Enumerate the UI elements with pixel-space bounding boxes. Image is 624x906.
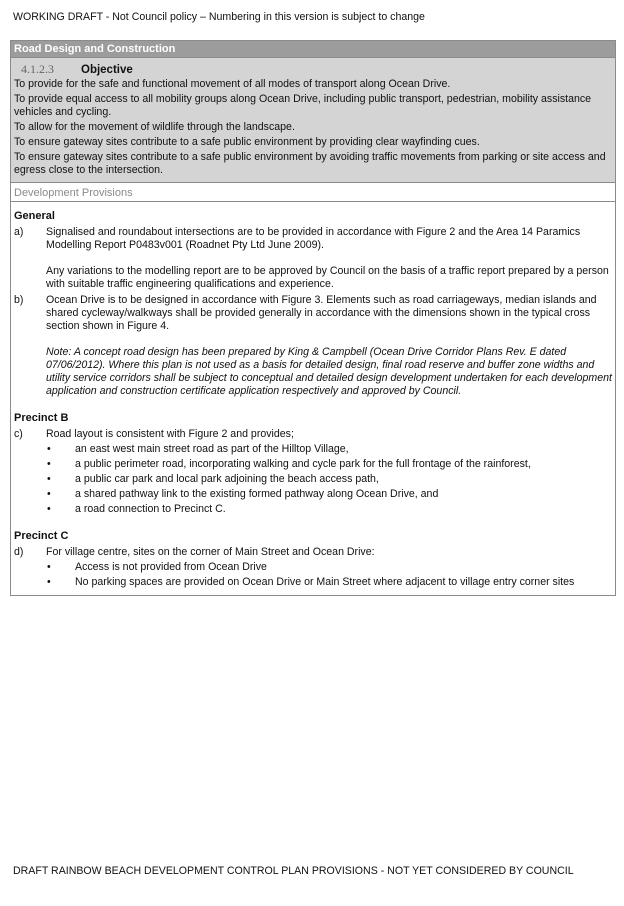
objective-item: To ensure gateway sites contribute to a safe public environment by avoiding traffic movements from parking or site access and egress close to the intersection. xyxy=(14,151,606,176)
page-header: WORKING DRAFT - Not Council policy – Numbering in this version is subject to change xyxy=(13,11,425,23)
bullet-icon: • xyxy=(47,473,51,485)
objective-heading xyxy=(14,60,612,78)
provision-c xyxy=(14,428,612,516)
provision-a xyxy=(14,226,612,291)
provision-text: Any variations to the modelling report are to be approved by Council on the basis of a traffic report prepared by a person with suitable traffic engineering qualifications and experience. xyxy=(46,265,609,290)
objective-number: 4.1.2.3 xyxy=(21,62,54,76)
provision-text: Road layout is consistent with Figure 2 and provides; xyxy=(46,428,294,440)
section-title: Road Design and Construction xyxy=(11,41,615,58)
provision-text: For village centre, sites on the corner of Main Street and Ocean Drive: xyxy=(46,546,375,558)
bullet-list xyxy=(46,443,531,516)
list-item: • a public perimeter road, incorporating walking and cycle park for the full frontage of the rainforest, xyxy=(47,458,531,470)
bullet-icon: • xyxy=(47,576,51,588)
provisions-title: Development Provisions xyxy=(11,185,615,202)
provision-text: Ocean Drive is to be designed in accordance with Figure 3. Elements such as road carriageways, median islands and shared cycleway/walkways shall be provided generally in accordance with the dimensions shown in the typical cross section shown in Figure 4. xyxy=(46,294,597,332)
list-item: • a road connection to Precinct C. xyxy=(47,503,226,515)
provision-marker: d) xyxy=(14,546,24,558)
provision-b xyxy=(14,294,612,398)
provision-marker: c) xyxy=(14,428,23,440)
precinct-b-heading: Precinct B xyxy=(14,412,69,424)
bullet-list xyxy=(46,561,574,589)
provisions-table xyxy=(10,40,616,596)
list-item: • Access is not provided from Ocean Drive xyxy=(47,561,267,573)
page-footer: DRAFT RAINBOW BEACH DEVELOPMENT CONTROL PLAN PROVISIONS - NOT YET CONSIDERED BY COUNCIL xyxy=(13,865,574,877)
bullet-icon: • xyxy=(47,503,51,515)
provision-marker: a) xyxy=(14,226,24,238)
objective-item: To ensure gateway sites contribute to a safe public environment by providing clear wayfinding cues. xyxy=(14,136,480,148)
list-item: • a public car park and local park adjoining the beach access path, xyxy=(47,473,379,485)
list-item: • a shared pathway link to the existing formed pathway along Ocean Drive, and xyxy=(47,488,439,500)
bullet-icon: • xyxy=(47,561,51,573)
provision-marker: b) xyxy=(14,294,24,306)
list-item: • No parking spaces are provided on Ocean Drive or Main Street where adjacent to village entry corner sites xyxy=(47,576,575,588)
precinct-c-heading: Precinct C xyxy=(14,530,69,542)
provision-d xyxy=(14,546,612,589)
objective-label: Objective xyxy=(81,64,133,76)
provision-text: Signalised and roundabout intersections are to be provided in accordance with Figure 2 and the Area 14 Paramics Modelling Report P0483v001 (Roadnet Pty Ltd June 2009). xyxy=(46,226,581,251)
bullet-icon: • xyxy=(47,443,51,455)
development-provisions xyxy=(11,183,615,595)
bullet-icon: • xyxy=(47,458,51,470)
objective-block xyxy=(11,58,615,183)
bullet-icon: • xyxy=(47,488,51,500)
general-heading: General xyxy=(14,210,55,222)
list-item: • an east west main street road as part of the Hilltop Village, xyxy=(47,443,349,455)
objective-item: To allow for the movement of wildlife through the landscape. xyxy=(14,121,295,133)
objective-item: To provide equal access to all mobility groups along Ocean Drive, including public transport, pedestrian, mobility assistance vehicles and cycling. xyxy=(14,93,592,118)
provision-note: Note: A concept road design has been prepared by King & Campbell (Ocean Drive Corridor Plans Rev. E dated 07/06/2012). Where this plan is not used as a basis for detailed design, final road reserve and buffer zone widths and utility service corridors shall be subject to conceptual and detailed design development undertaken for each development application and construction certificate application respectively and approved by Council. xyxy=(46,346,612,397)
objective-item: To provide for the safe and functional movement of all modes of transport along Ocean Drive. xyxy=(14,78,451,90)
